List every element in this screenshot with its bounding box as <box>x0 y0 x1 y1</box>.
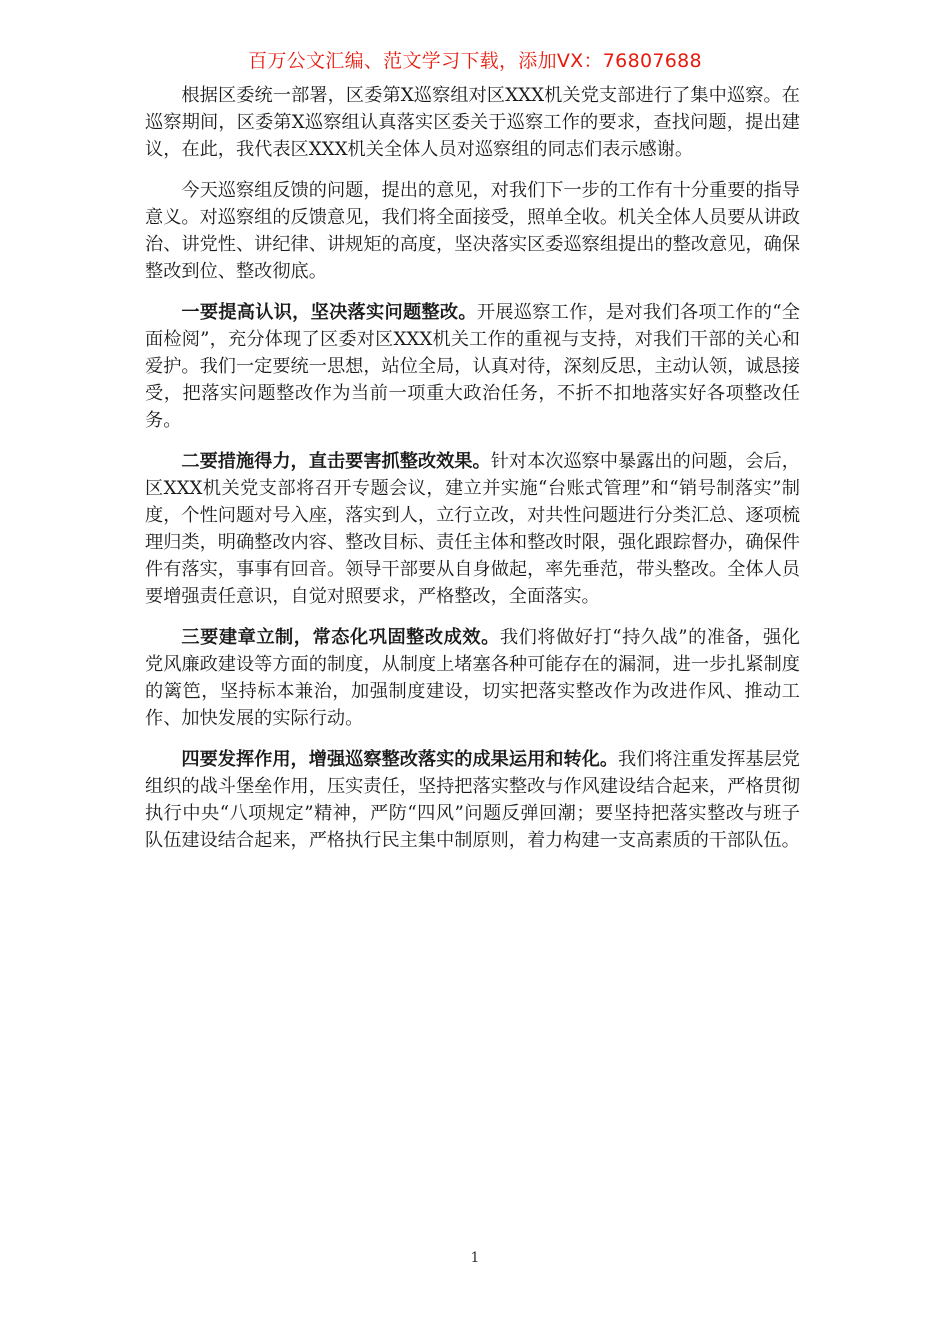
paragraph-point-1 <box>145 299 800 434</box>
paragraph-text: 根据区委统一部署，区委第X巡察组对区XXX机关党支部进行了集中巡察。在巡察期间，区委第X巡察组认真落实区委关于巡察工作的要求，查找问题，提出建议，在此，我代表区XXX机关全体人员对巡察组的同志们表示感谢。 <box>145 85 800 160</box>
paragraph-lead: 四要发挥作用，增强巡察整改落实的成果运用和转化。 <box>181 749 619 770</box>
paragraph-lead: 二要措施得力，直击要害抓整改效果。 <box>181 451 491 472</box>
paragraph-intro <box>145 82 800 163</box>
paragraph-lead: 三要建章立制，常态化巩固整改成效。 <box>181 627 500 648</box>
paragraph-text: 我们将注重发挥基层党组织的战斗堡垒作用，压实责任，坚持把落实整改与作风建设结合起来，严格贯彻执行中央“八项规定”精神，严防“四风”问题反弹回潮；要坚持把落实整改与班子队伍建设结合起来，严格执行民主集中制原则，着力构建一支高素质的干部队伍。 <box>145 749 800 851</box>
paragraph-text: 开展巡察工作，是对我们各项工作的“全面检阅”，充分体现了区委对区XXX机关工作的重视与支持，对我们干部的关心和爱护。我们一定要统一思想，站位全局，认真对待，深刻反思，主动认领，诚恳接受，把落实问题整改作为当前一项重大政治任务，不折不扣地落实好各项整改任务。 <box>145 302 800 431</box>
header-banner: 百万公文汇编、范文学习下载，添加VX：76807688 <box>248 50 702 72</box>
paragraph-text: 针对本次巡察中暴露出的问题，会后，区XXX机关党支部将召开专题会议，建立并实施“台账式管理”和“销号制落实”制度，个性问题对号入座，落实到人，立行立改，对共性问题进行分类汇总、逐项梳理归类，明确整改内容、整改目标、责任主体和整改时限，强化跟踪督办，确保件件有落实，事事有回音。领导干部要从自身做起，率先垂范，带头整改。全体人员要增强责任意识，自觉对照要求，严格整改，全面落实。 <box>145 451 800 607</box>
paragraph-point-4 <box>145 746 800 854</box>
paragraph-text: 我们将做好打“持久战”的准备，强化党风廉政建设等方面的制度，从制度上堵塞各种可能存在的漏洞，进一步扎紧制度的篱笆，坚持标本兼治，加强制度建设，切实把落实整改作为改进作风、推动工作、加快发展的实际行动。 <box>145 627 800 729</box>
paragraph-lead: 一要提高认识，坚决落实问题整改。 <box>181 302 477 323</box>
paragraph-point-3 <box>145 624 800 732</box>
document-body <box>145 82 800 868</box>
page-number: 1 <box>470 1250 480 1266</box>
paragraph-point-2 <box>145 448 800 610</box>
paragraph-feedback <box>145 177 800 285</box>
paragraph-text: 今天巡察组反馈的问题，提出的意见，对我们下一步的工作有十分重要的指导意义。对巡察组的反馈意见，我们将全面接受，照单全收。机关全体人员要从讲政治、讲党性、讲纪律、讲规矩的高度，坚决落实区委巡察组提出的整改意见，确保整改到位、整改彻底。 <box>145 180 800 282</box>
